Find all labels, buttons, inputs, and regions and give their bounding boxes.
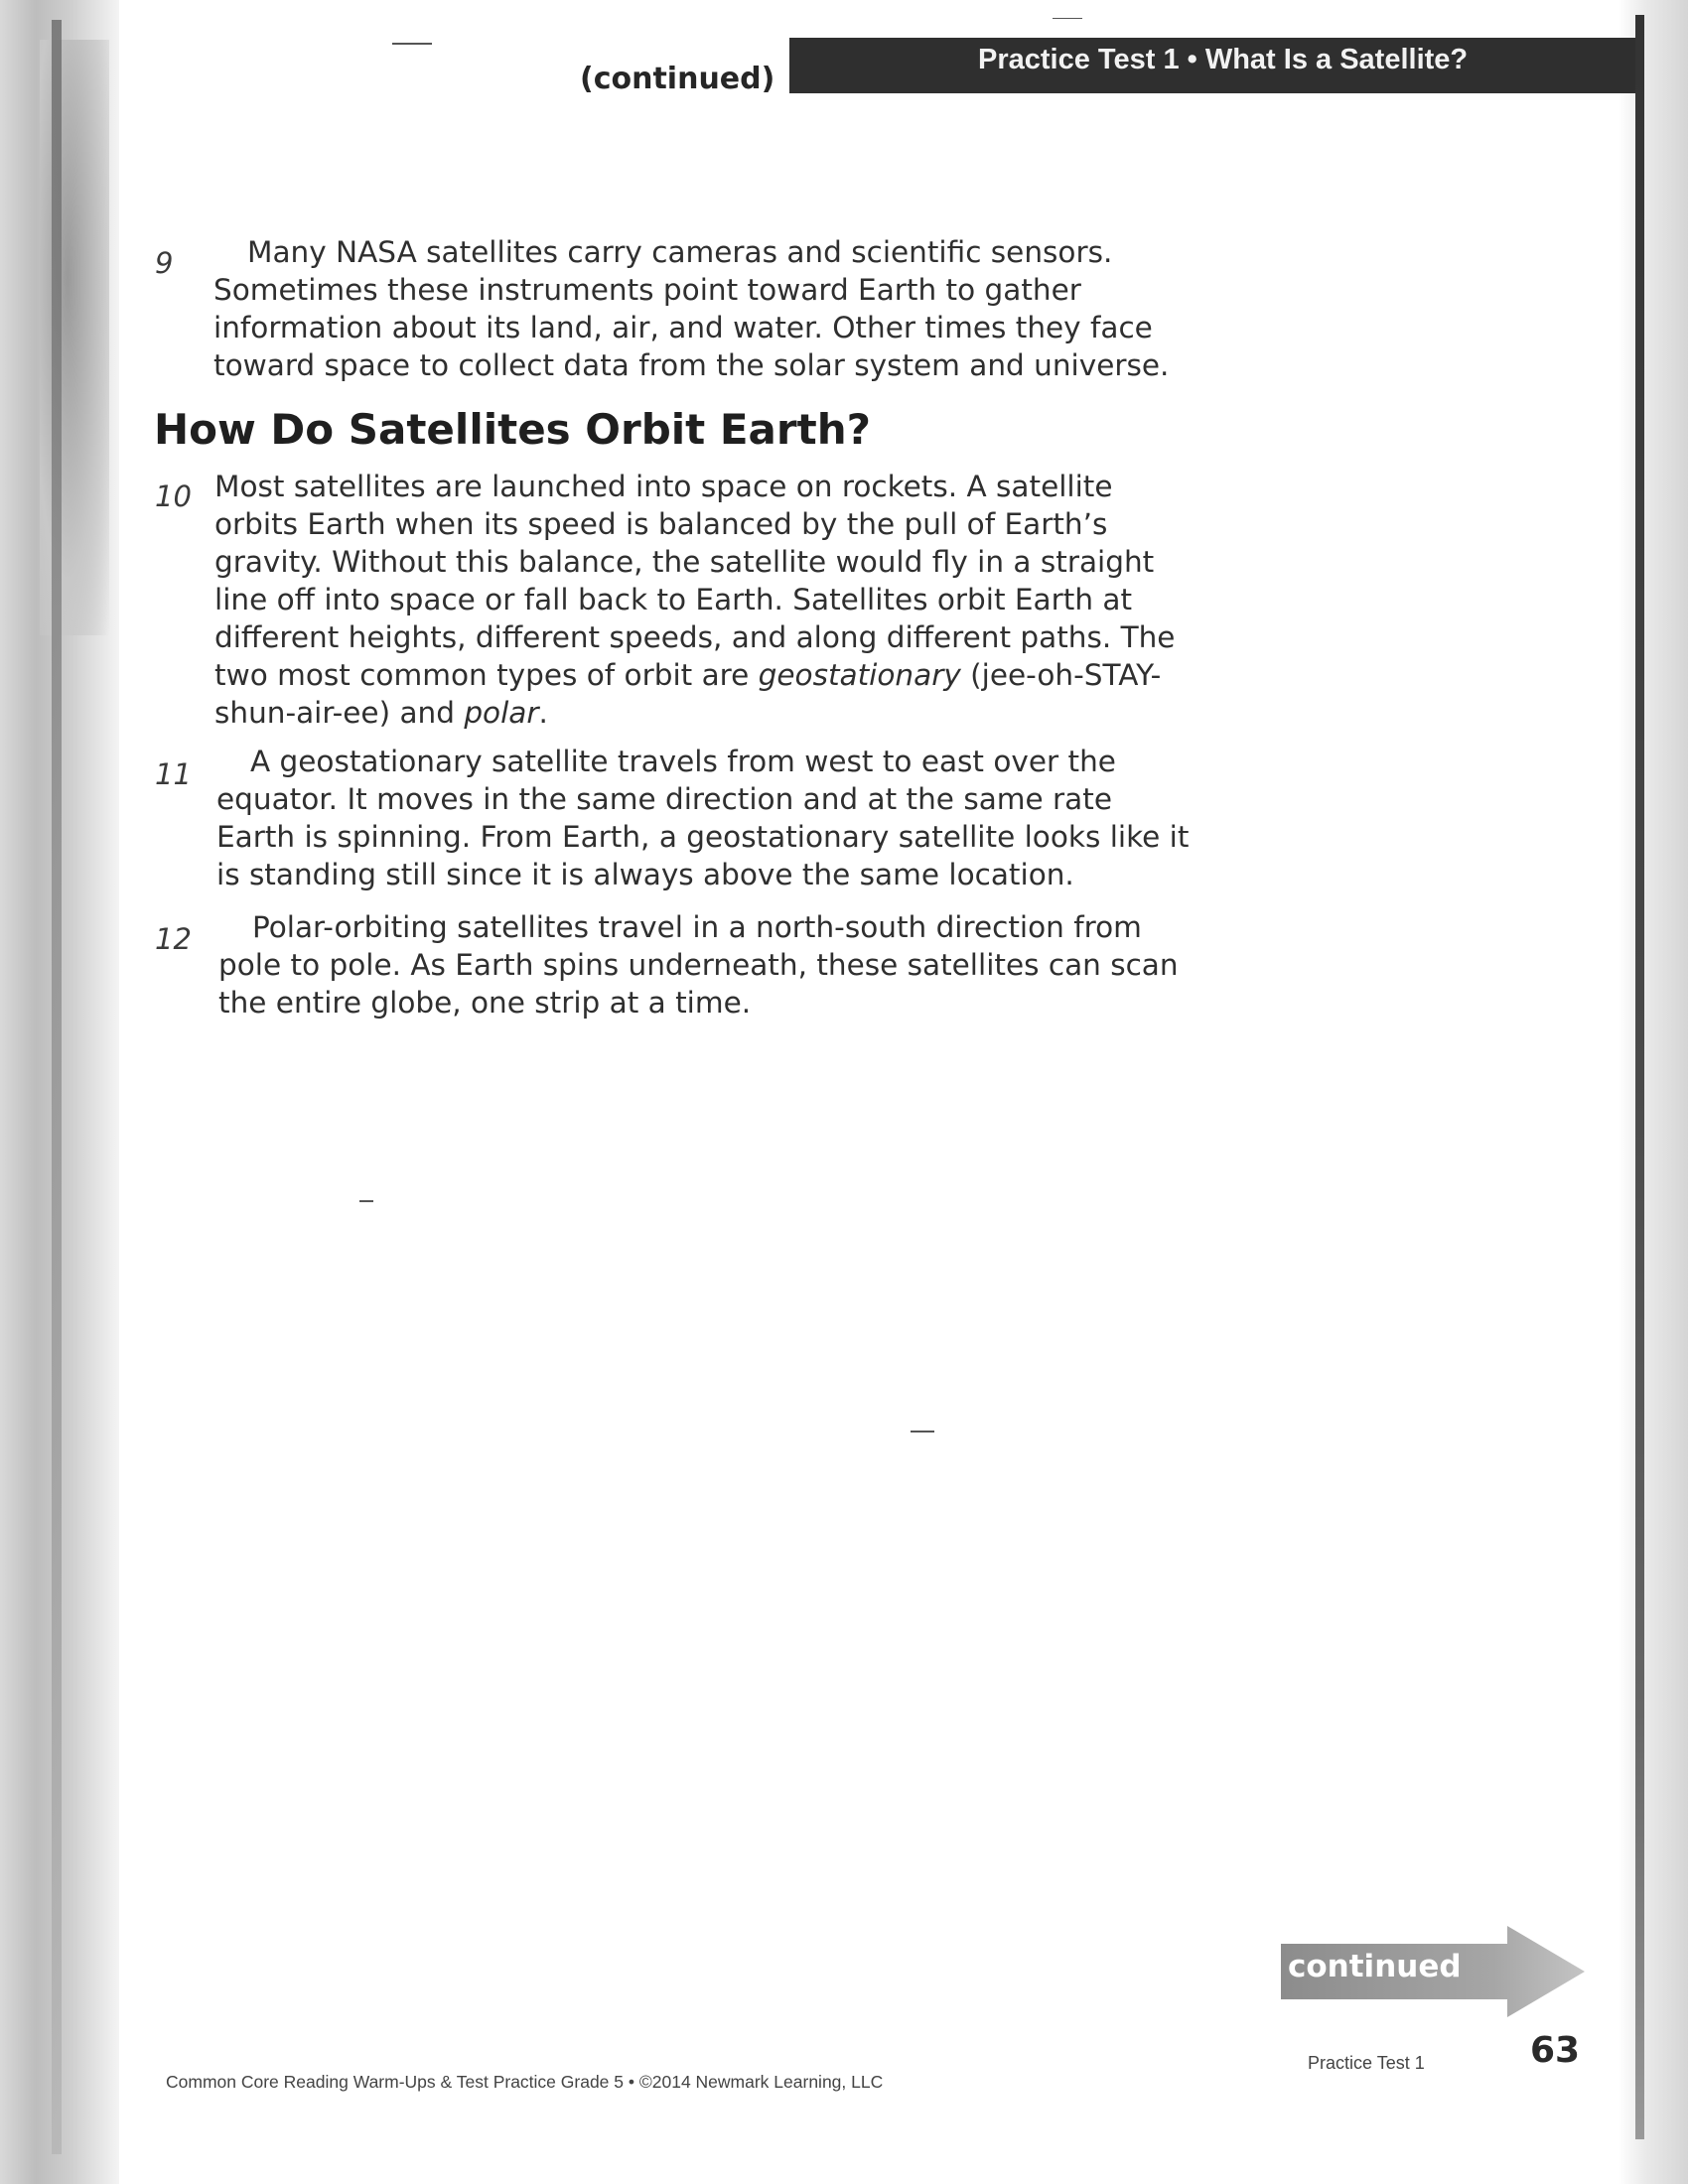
term-geostationary: geostationary bbox=[758, 658, 961, 692]
paragraph-line-part: two most common types of orbit are bbox=[214, 658, 759, 692]
paragraph-line: information about its land, air, and water. Other times they face bbox=[213, 311, 1153, 344]
paragraph-line: toward space to collect data from the solar system and universe. bbox=[213, 348, 1170, 382]
paragraph-line: different heights, different speeds, and along different paths. The bbox=[214, 620, 1176, 654]
paragraph-line-part: . bbox=[538, 696, 548, 730]
paragraph-line: Most satellites are launched into space on rockets. A satellite bbox=[214, 470, 1113, 503]
paragraph-12 bbox=[218, 908, 1291, 1022]
scan-speck bbox=[359, 1200, 373, 1202]
scan-speck bbox=[911, 1431, 934, 1433]
paragraph-line: the entire globe, one strip at a time. bbox=[218, 986, 752, 1020]
paragraph-line-part: (jee-oh-STAY- bbox=[960, 658, 1162, 692]
header-title: Practice Test 1 • What Is a Satellite? bbox=[978, 44, 1469, 75]
paragraph-line: Earth is spinning. From Earth, a geostationary satellite looks like it bbox=[216, 820, 1190, 854]
paragraph-number: 9 bbox=[155, 246, 174, 280]
page-number: 63 bbox=[1530, 2030, 1581, 2071]
paragraph-11 bbox=[216, 743, 1289, 893]
scan-shadow-left-dark bbox=[40, 40, 109, 635]
paragraph-line-part: shun-air-ee) and bbox=[214, 696, 465, 730]
paragraph-line: line off into space or fall back to Earth. Satellites orbit Earth at bbox=[214, 583, 1133, 616]
paragraph-line: orbits Earth when its speed is balanced by the pull of Earth’s bbox=[214, 507, 1108, 541]
paragraph-line: Sometimes these instruments point toward Earth to gather bbox=[213, 273, 1081, 307]
paragraph-9 bbox=[213, 233, 1286, 384]
continued-arrow-label: continued bbox=[1288, 1949, 1462, 1984]
paragraph-line: Many NASA satellites carry cameras and scientific sensors. bbox=[247, 235, 1113, 269]
scan-speck bbox=[392, 43, 432, 45]
paragraph-number: 11 bbox=[155, 757, 192, 791]
paragraph-line: Polar-orbiting satellites travel in a north-south direction from bbox=[252, 910, 1142, 944]
paragraph-line: gravity. Without this balance, the satellite would fly in a straight bbox=[214, 545, 1155, 579]
scan-edge-left bbox=[52, 20, 62, 2154]
paragraph-line: pole to pole. As Earth spins underneath, these satellites can scan bbox=[218, 948, 1179, 982]
copyright-footer: Common Core Reading Warm-Ups & Test Practice Grade 5 • ©2014 Newmark Learning, LLC bbox=[166, 2072, 884, 2092]
paragraph-number: 12 bbox=[155, 922, 192, 956]
paragraph-line: is standing still since it is always above the same location. bbox=[216, 858, 1074, 891]
paragraph-number: 10 bbox=[155, 479, 192, 513]
paragraph-10 bbox=[214, 468, 1287, 732]
paragraph-line: A geostationary satellite travels from west to east over the bbox=[250, 745, 1116, 778]
scan-speck bbox=[1053, 18, 1082, 19]
scan-edge-right bbox=[1635, 15, 1644, 2139]
scan-shadow-right bbox=[1618, 0, 1688, 2184]
footer-test-label: Practice Test 1 bbox=[1308, 2053, 1425, 2073]
paragraph-line: equator. It moves in the same direction and at the same rate bbox=[216, 782, 1112, 816]
continued-label: (continued) bbox=[580, 62, 775, 96]
term-polar: polar bbox=[464, 696, 539, 730]
section-heading: How Do Satellites Orbit Earth? bbox=[154, 405, 871, 454]
